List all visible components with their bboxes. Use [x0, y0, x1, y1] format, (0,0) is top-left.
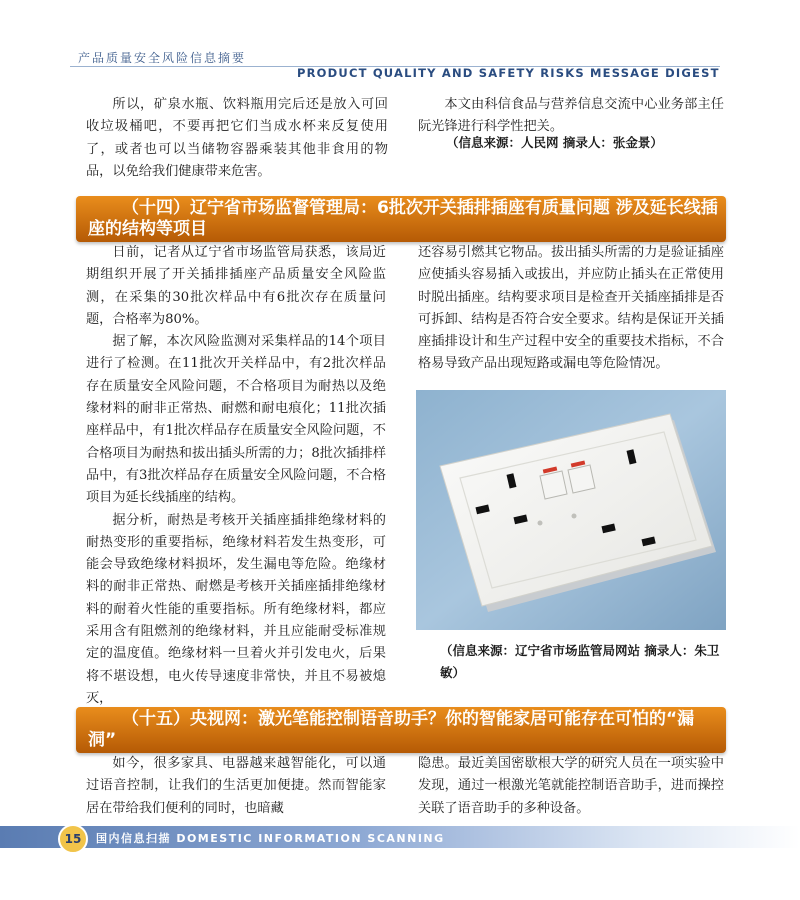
section14-right-column — [418, 242, 724, 376]
paragraph: 如今，很多家具、电器越来越智能化，可以通过语音控制，让我们的生活更加便捷。然而智能家居在带给我们便利的同时，也暗藏 — [86, 756, 386, 816]
page-number: 15 — [58, 824, 88, 854]
top-left-text — [86, 94, 388, 183]
paragraph: 隐患。最近美国密歇根大学的研究人员在一项实验中发现，通过一根激光笔就能控制语音助手，进而操控关联了语音助手的多种设备。 — [418, 756, 724, 816]
paragraph: 据分析，耐热是考核开关插座插排绝缘材料的耐热变形的重要指标，绝缘材料若发生热变形，可能会导致绝缘材料损坏，发生漏电等危险。绝缘材料的耐非正常热、耐燃是考核开关插座插排绝缘材料的耐着火性能的重要指标。所有绝缘材料，都应采用含有阻燃剂的绝缘材料，并且应能耐受标准规定的温度值。绝缘材料一旦着火并引发电火，后果将不堪设想，电火传导速度非常快，并且不易被熄灭， — [86, 512, 386, 706]
paragraph: 本文由科信食品与营养信息交流中心业务部主任阮光锋进行科学性把关。 — [418, 97, 724, 135]
section14-left-column — [86, 242, 386, 710]
section-title: （十四）辽宁省市场监督管理局：6批次开关插排插座有质量问题 涉及延长线插座的结构等项目 — [88, 198, 718, 239]
section-title: （十五）央视网：激光笔能控制语音助手？你的智能家居可能存在可怕的“漏洞” — [88, 709, 695, 750]
header-title-en: PRODUCT QUALITY AND SAFETY RISKS MESSAGE DIGEST — [297, 66, 720, 80]
paragraph: 据了解，本次风险监测对采集样品的14个项目进行了检测。在11批次开关样品中，有2批次样品存在质量安全风险问题，不合格项目为耐热以及绝缘材料的耐非正常热、耐燃和耐电痕化；11批次插座样品中，有1批次样品存在质量安全风险问题，不合格项目为耐热和拔出插头所需的力；8批次插排样品中，有3批次样品存在质量安全风险问题，不合格项目为延长线插座的结构。 — [86, 334, 386, 506]
section-banner — [76, 196, 726, 242]
paragraph: 还容易引燃其它物品。拔出插头所需的力是验证插座应使插头容易插入或拔出，并应防止插头在正常使用时脱出插座。结构要求项目是检查开关插座插排是否可拆卸、结构是否符合安全要求。结构是保证开关插座插排设计和生产过程中安全的重要技术指标，不合格易导致产品出现短路或漏电等危险情况。 — [418, 245, 724, 372]
footer-section-label: 国内信息扫描 DOMESTIC INFORMATION SCANNING — [96, 832, 445, 845]
header-title-cn: 产品质量安全风险信息摘要 — [78, 51, 247, 65]
socket-photo — [416, 390, 726, 630]
paragraph: 所以，矿泉水瓶、饮料瓶用完后还是放入可回收垃圾桶吧，不要再把它们当成水杯来反复使用了，或者也可以当储物容器乘装其他非食用的物品，以免给我们健康带来危害。 — [86, 97, 388, 179]
source-note: （信息来源：辽宁省市场监管局网站 摘录人：朱卫敏） — [440, 643, 720, 680]
section-banner — [76, 707, 726, 753]
source-note: （信息来源：人民网 摘录人：张金景） — [446, 135, 663, 150]
section15-right-column — [418, 753, 724, 820]
paragraph: 日前，记者从辽宁省市场监管局获悉，该局近期组织开展了开关插排插座产品质量安全风险监测，在采集的30批次样品中有6批次存在质量问题，合格率为80%。 — [86, 245, 386, 327]
section15-left-column — [86, 753, 386, 820]
